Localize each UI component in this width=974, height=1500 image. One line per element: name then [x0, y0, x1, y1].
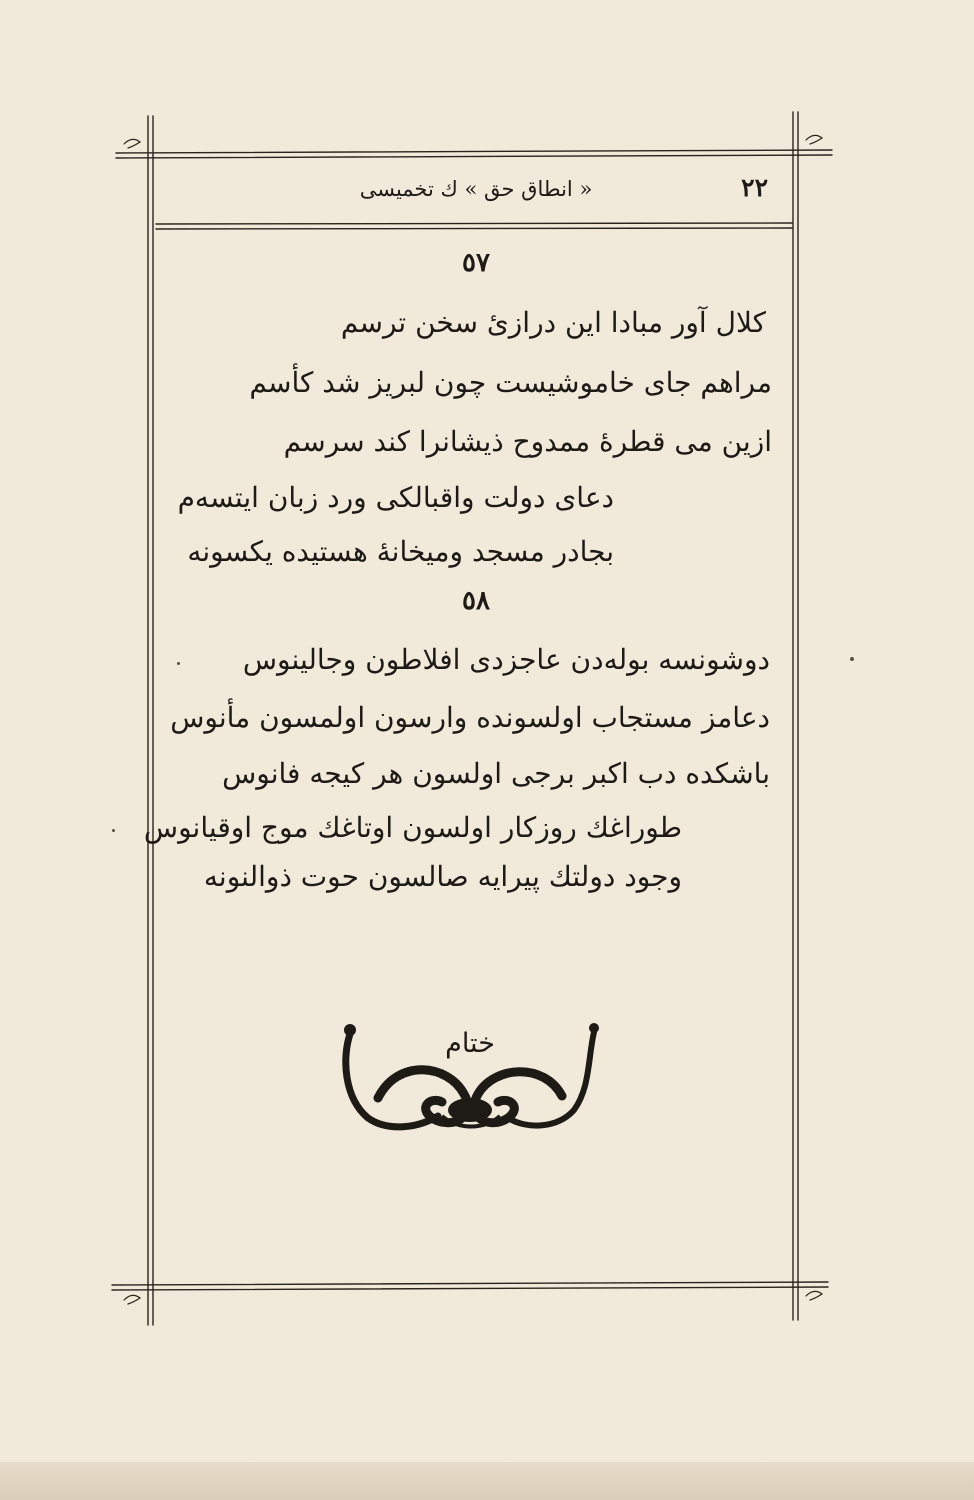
stanza-58-line-4: طوراغك روزکار اولسون اوتاغك موج اوقیانوس	[143, 811, 682, 844]
ink-speck	[112, 829, 115, 832]
stanza-57-line-2: مراهم جای خاموشیست چون لبریز شد کأسم	[249, 366, 772, 399]
stanza-57-line-3: ازین می قطرهٔ ممدوح ذیشانرا کند سرسم	[283, 425, 772, 458]
stanza-58-line-2: دعامز مستجاب اولسونده وارسون اولمسون مأنوس	[170, 701, 770, 734]
stanza-57-line-5: بجادر مسجد ومیخانهٔ هستیده یکسونه	[187, 535, 614, 568]
page-number: ٢٢	[741, 173, 768, 202]
running-title: « انطاق حق » ك تخميسى	[359, 177, 593, 201]
stanza-57-line-4: دعای دولت واقبالکی ورد زبان ایتسه‌م	[177, 481, 614, 514]
stanza-58-line-5: وجود دولتك پیرایه صالسون حوت ذوالنونه	[203, 860, 682, 893]
stanza-57-line-1: كلال آور مبادا این درازیٔ سخن ترسم	[340, 306, 766, 339]
stanza-number-58: ٥٨	[462, 586, 490, 616]
stanza-number-57: ٥٧	[462, 248, 490, 278]
stanza-58-line-1: دوشونسه بوله‌دن عاجزدی افلاطون وجالینوس	[242, 643, 770, 676]
ink-speck	[177, 662, 180, 665]
stanza-58-line-3: باشکده دب اکبر برجی اولسون هر کیجه فانوس	[222, 757, 770, 790]
ink-speck	[850, 657, 854, 661]
colophon-word: ختام	[445, 1028, 495, 1059]
colophon-ornament	[338, 1018, 602, 1136]
running-header	[160, 173, 792, 213]
